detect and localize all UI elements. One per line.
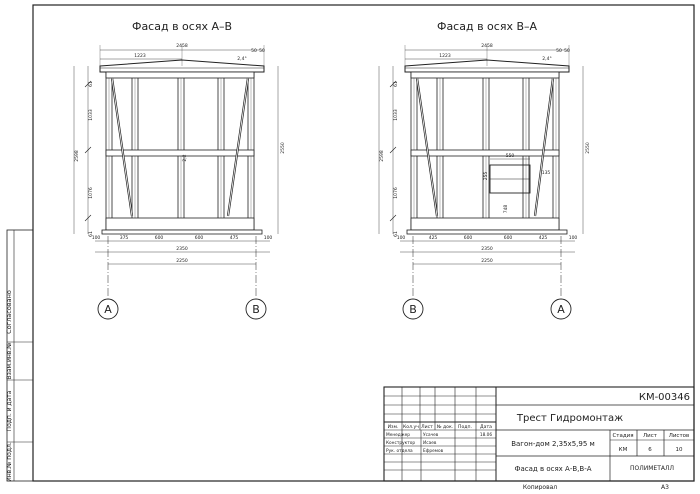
- axis-marker-left: [98, 236, 118, 319]
- view-title: Фасад в осях В–А: [436, 20, 538, 33]
- left-dim-total: 2598: [380, 150, 385, 162]
- right-dim: 2550: [281, 142, 286, 154]
- top-dim-a: 50: [251, 49, 257, 54]
- window-side: 135: [541, 171, 551, 176]
- top-dim-total: 2458: [481, 44, 493, 49]
- frame-beam: [106, 218, 254, 230]
- axis-label: А: [104, 303, 112, 316]
- base-plate: [102, 230, 262, 234]
- window-height: 255: [484, 171, 489, 181]
- dim-total-2: 2250: [481, 259, 493, 264]
- dim-total-1: 2350: [481, 247, 493, 252]
- facade-view-2: [379, 20, 591, 319]
- stamp-replace-inv: Взам.инв.№: [6, 342, 13, 380]
- sheets-label: Листов: [668, 433, 690, 439]
- stamp-agreed: Согласовано: [5, 290, 13, 334]
- diagonal-brace-inner: [535, 78, 553, 216]
- stage-value: КМ: [618, 447, 628, 453]
- axis-marker-right: [551, 236, 571, 319]
- frame-beam: [411, 72, 559, 78]
- side-stamp: [5, 230, 33, 482]
- frame-beam: [106, 72, 254, 78]
- role-designer: Конструктор: [386, 441, 416, 446]
- top-dim-half: 1223: [439, 54, 451, 59]
- bottom-seg-5: 425: [538, 236, 548, 241]
- stamp-sign-date: Подп. и дата: [6, 390, 13, 432]
- name-manager: Усачев: [423, 433, 439, 438]
- left-dim-bottom: 61: [394, 231, 399, 237]
- left-dim-lower: 1076: [394, 187, 399, 199]
- bottom-seg-3: 600: [154, 236, 164, 241]
- diagonal-brace-inner: [417, 78, 437, 216]
- name-head: Ефремов: [423, 449, 444, 454]
- diagonal-brace-inner: [112, 78, 132, 216]
- frame-beam: [106, 150, 254, 156]
- bottom-seg-3: 600: [463, 236, 473, 241]
- hdr-count: Кол.уч: [403, 425, 419, 430]
- frame-beam: [411, 218, 559, 230]
- bottom-seg-5: 475: [229, 236, 239, 241]
- bottom-seg-1: 100: [91, 236, 101, 241]
- view-title: Фасад в осях А–В: [131, 20, 233, 33]
- roof-slope: 2,4°: [542, 57, 552, 62]
- base-plate: [407, 230, 567, 234]
- role-head: Рук. отдела: [386, 449, 413, 454]
- sheets-value: 10: [675, 447, 683, 453]
- left-dim-total: 2598: [75, 150, 80, 162]
- dim-total-1: 2350: [176, 247, 188, 252]
- top-dim-half: 1223: [134, 54, 146, 59]
- top-dim-b: 50: [564, 49, 570, 54]
- bottom-seg-2: 425: [428, 236, 438, 241]
- bottom-seg-1: 100: [396, 236, 406, 241]
- material: ПОЛИМЕТАЛЛ: [630, 465, 674, 472]
- sheet-name: Фасад в осях А-В,В-А: [514, 465, 592, 473]
- axis-marker-left: [403, 236, 423, 319]
- sheet-label: Лист: [643, 433, 657, 439]
- axis-label: А: [557, 303, 565, 316]
- bottom-seg-4: 600: [194, 236, 204, 241]
- hdr-change: Изм.: [387, 425, 399, 430]
- copied-label: Копировал: [522, 484, 558, 490]
- hdr-sheet: Лист: [421, 425, 433, 430]
- name-designer: Исаев: [423, 441, 437, 446]
- left-dim-top: 61: [394, 81, 399, 87]
- left-dim-top: 61: [89, 81, 94, 87]
- left-dim-bottom: 61: [89, 231, 94, 237]
- bottom-seg-6: 100: [263, 236, 273, 241]
- organization: Трест Гидромонтаж: [516, 413, 624, 424]
- stamp-inv-no: Инв.№ подл.: [6, 442, 13, 482]
- diagonal-brace-inner: [228, 78, 248, 216]
- axis-label: В: [252, 303, 260, 316]
- hdr-docno: № док.: [436, 425, 454, 430]
- roof-slope: 2,4°: [237, 57, 247, 62]
- bottom-seg-6: 100: [568, 236, 578, 241]
- bottom-seg-2: 375: [119, 236, 129, 241]
- title-block-text: [386, 392, 690, 473]
- stage-label: Стадия: [612, 433, 634, 439]
- top-dim-a: 50: [556, 49, 562, 54]
- frame-beam: [411, 150, 559, 156]
- center-dim: 2,2: [183, 154, 188, 162]
- left-dim-upper: 1033: [89, 109, 94, 121]
- hdr-sign: Подп.: [458, 425, 472, 430]
- role-manager: Менеджер: [386, 433, 411, 438]
- hdr-date: Дата: [480, 425, 492, 430]
- window-width: 550: [505, 154, 515, 159]
- axis-marker-right: [246, 236, 266, 319]
- facade-view-1: [74, 20, 286, 319]
- sheet-format: А3: [661, 484, 669, 490]
- dim-total-2: 2250: [176, 259, 188, 264]
- left-dim-upper: 1033: [394, 109, 399, 121]
- doc-code: КМ-00346: [638, 392, 690, 403]
- window-below: 748: [504, 204, 509, 214]
- right-dim: 2550: [586, 142, 591, 154]
- top-dim-b: 50: [259, 49, 265, 54]
- date-value: 18.06: [479, 433, 493, 438]
- axis-label: В: [409, 303, 417, 316]
- sheet-value: 6: [648, 447, 652, 453]
- object-name: Вагон-дом 2,35х5,95 м: [511, 440, 595, 448]
- left-dim-lower: 1076: [89, 187, 94, 199]
- bottom-seg-4: 600: [503, 236, 513, 241]
- top-dim-total: 2458: [176, 44, 188, 49]
